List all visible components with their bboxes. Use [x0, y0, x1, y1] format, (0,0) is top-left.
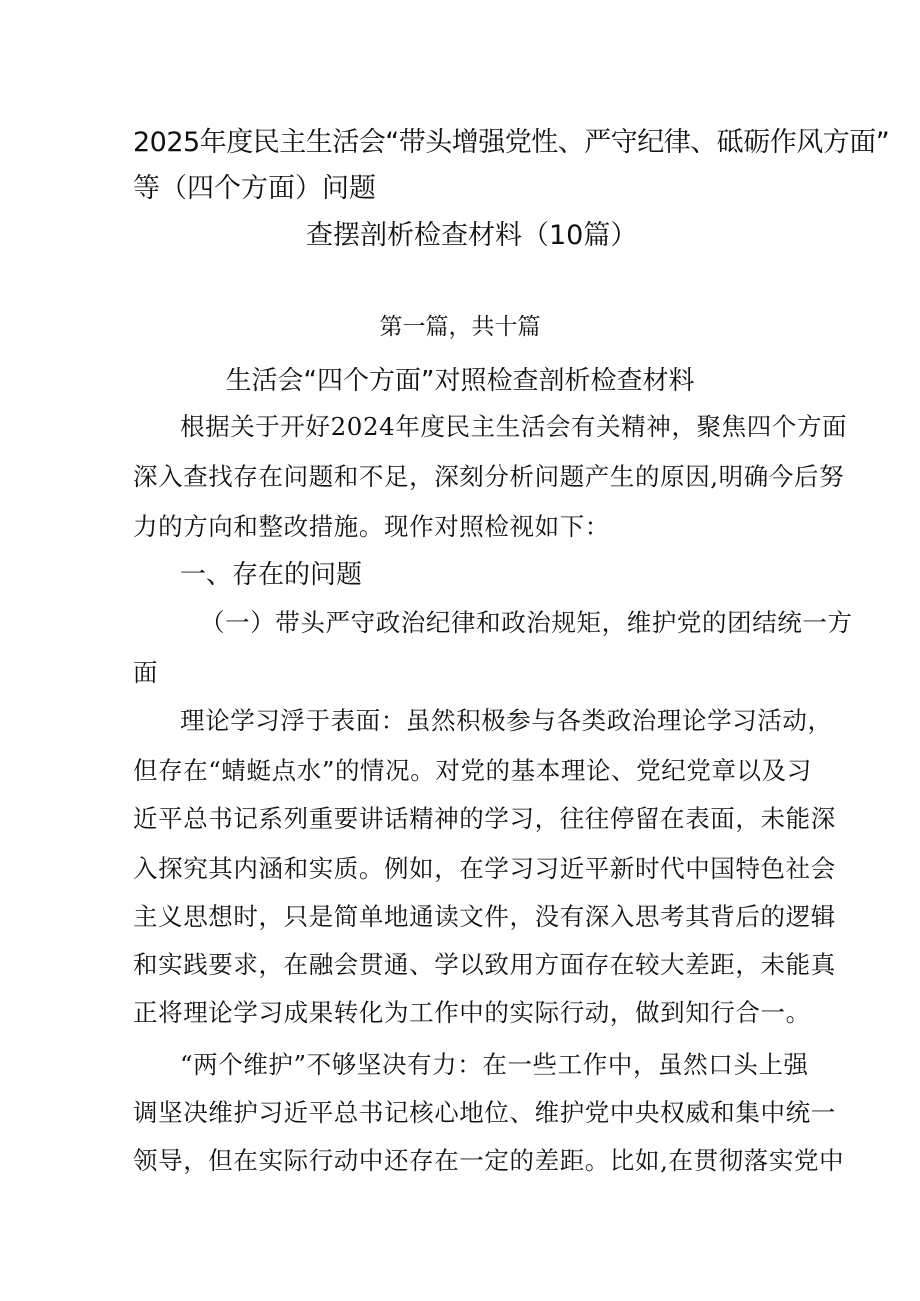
subsection-title-line: 面	[133, 658, 159, 687]
section-title: 一、存在的问题	[180, 560, 363, 590]
paragraph-line: 但存在“蜻蜓点水”的情况。对党的基本理论、党纪党章以及习	[133, 756, 812, 785]
paragraph-line: 入探究其内涵和实质。例如，在学习习近平新时代中国特色社会	[133, 854, 836, 883]
part-label: 第一篇，共十篇	[379, 314, 541, 340]
document-title-line-3: 查摆剖析检查材料（10篇）	[306, 220, 638, 251]
paragraph-line: 和实践要求，在融会贯通、学以致用方面存在较大差距，未能真	[133, 950, 836, 979]
paragraph-line: 理论学习浮于表面：虽然积极参与各类政治理论学习活动，	[180, 706, 833, 735]
paragraph-line: 主义思想时，只是简单地通读文件，没有深入思考其背后的逻辑	[133, 902, 836, 931]
paragraph-line: 领导，但在实际行动中还存在一定的差距。比如,在贯彻落实党中	[133, 1146, 845, 1175]
document-title-line-1: 2025年度民主生活会“带头增强党性、严守纪律、砥砺作风方面”	[133, 127, 890, 158]
document-title-line-2: 等（四个方面）问题	[133, 173, 376, 204]
paragraph-line: 调坚决维护习近平总书记核心地位、维护党中央权威和集中统一	[133, 1098, 836, 1127]
paragraph-line: 近平总书记系列重要讲话精神的学习，往往停留在表面，未能深	[133, 804, 836, 833]
intro-line: 根据关于开好2024年度民主生活会有关精神，聚焦四个方面	[180, 412, 848, 441]
intro-line: 力的方向和整改措施。现作对照检视如下：	[133, 512, 610, 541]
intro-line: 深入查找存在问题和不足，深刻分析问题产生的原因,明确今后努	[133, 462, 845, 491]
subsection-title-line: （一）带头严守政治纪律和政治规矩，维护党的团结统一方	[200, 608, 853, 637]
paragraph-line: 正将理论学习成果转化为工作中的实际行动，做到知行合一。	[133, 998, 811, 1027]
article-heading: 生活会“四个方面”对照检查剖析检查材料	[225, 366, 695, 396]
paragraph-line: “两个维护”不够坚决有力：在一些工作中，虽然口头上强	[180, 1050, 809, 1079]
